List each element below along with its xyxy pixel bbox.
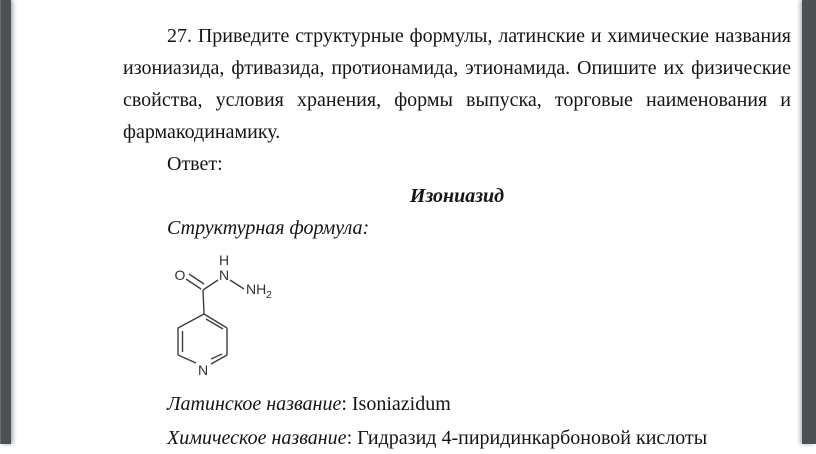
- question-line: фармакодинамику.: [123, 121, 281, 143]
- section-title: Изониазид: [409, 185, 505, 207]
- window-edge-right: [802, 0, 816, 444]
- chemical-name-line: [123, 422, 791, 454]
- answer-label: Ответ:: [167, 153, 223, 175]
- question-line: изониазида, фтивазида, протионамида, этионамида. Опишите их физические: [123, 57, 791, 79]
- chemical-name-label: Химическое название: [167, 427, 347, 449]
- question-line: свойства, условия хранения, формы выпуска, торговые наименования и: [123, 89, 791, 111]
- question-paragraph: [123, 20, 791, 148]
- latin-name-label: Латинское название: [167, 393, 342, 415]
- latin-name-line: [123, 388, 791, 420]
- amine-subscript: 2: [266, 289, 272, 301]
- window-edge-left: [0, 0, 11, 444]
- isoniazid-structure: [165, 246, 290, 388]
- chemical-name-value: : Гидразид 4-пиридинкарбоновой кислоты: [346, 427, 708, 449]
- latin-name-value: : Isoniazidum: [341, 393, 451, 415]
- bond-lines: [178, 274, 244, 364]
- structural-formula-label: Структурная формула:: [167, 217, 370, 239]
- hydrazide-n-label: N: [218, 267, 230, 283]
- hydrazide-h-label: H: [218, 252, 230, 268]
- question-line: 27. Приведите структурные формулы, латинские и химические названия: [167, 25, 791, 47]
- oxygen-atom-label: O: [174, 267, 186, 283]
- document-page: [123, 20, 791, 454]
- ring-nitrogen-label: N: [197, 362, 209, 378]
- amine-group-label: NH: [246, 281, 267, 297]
- chemical-structure-drawing: [165, 246, 290, 388]
